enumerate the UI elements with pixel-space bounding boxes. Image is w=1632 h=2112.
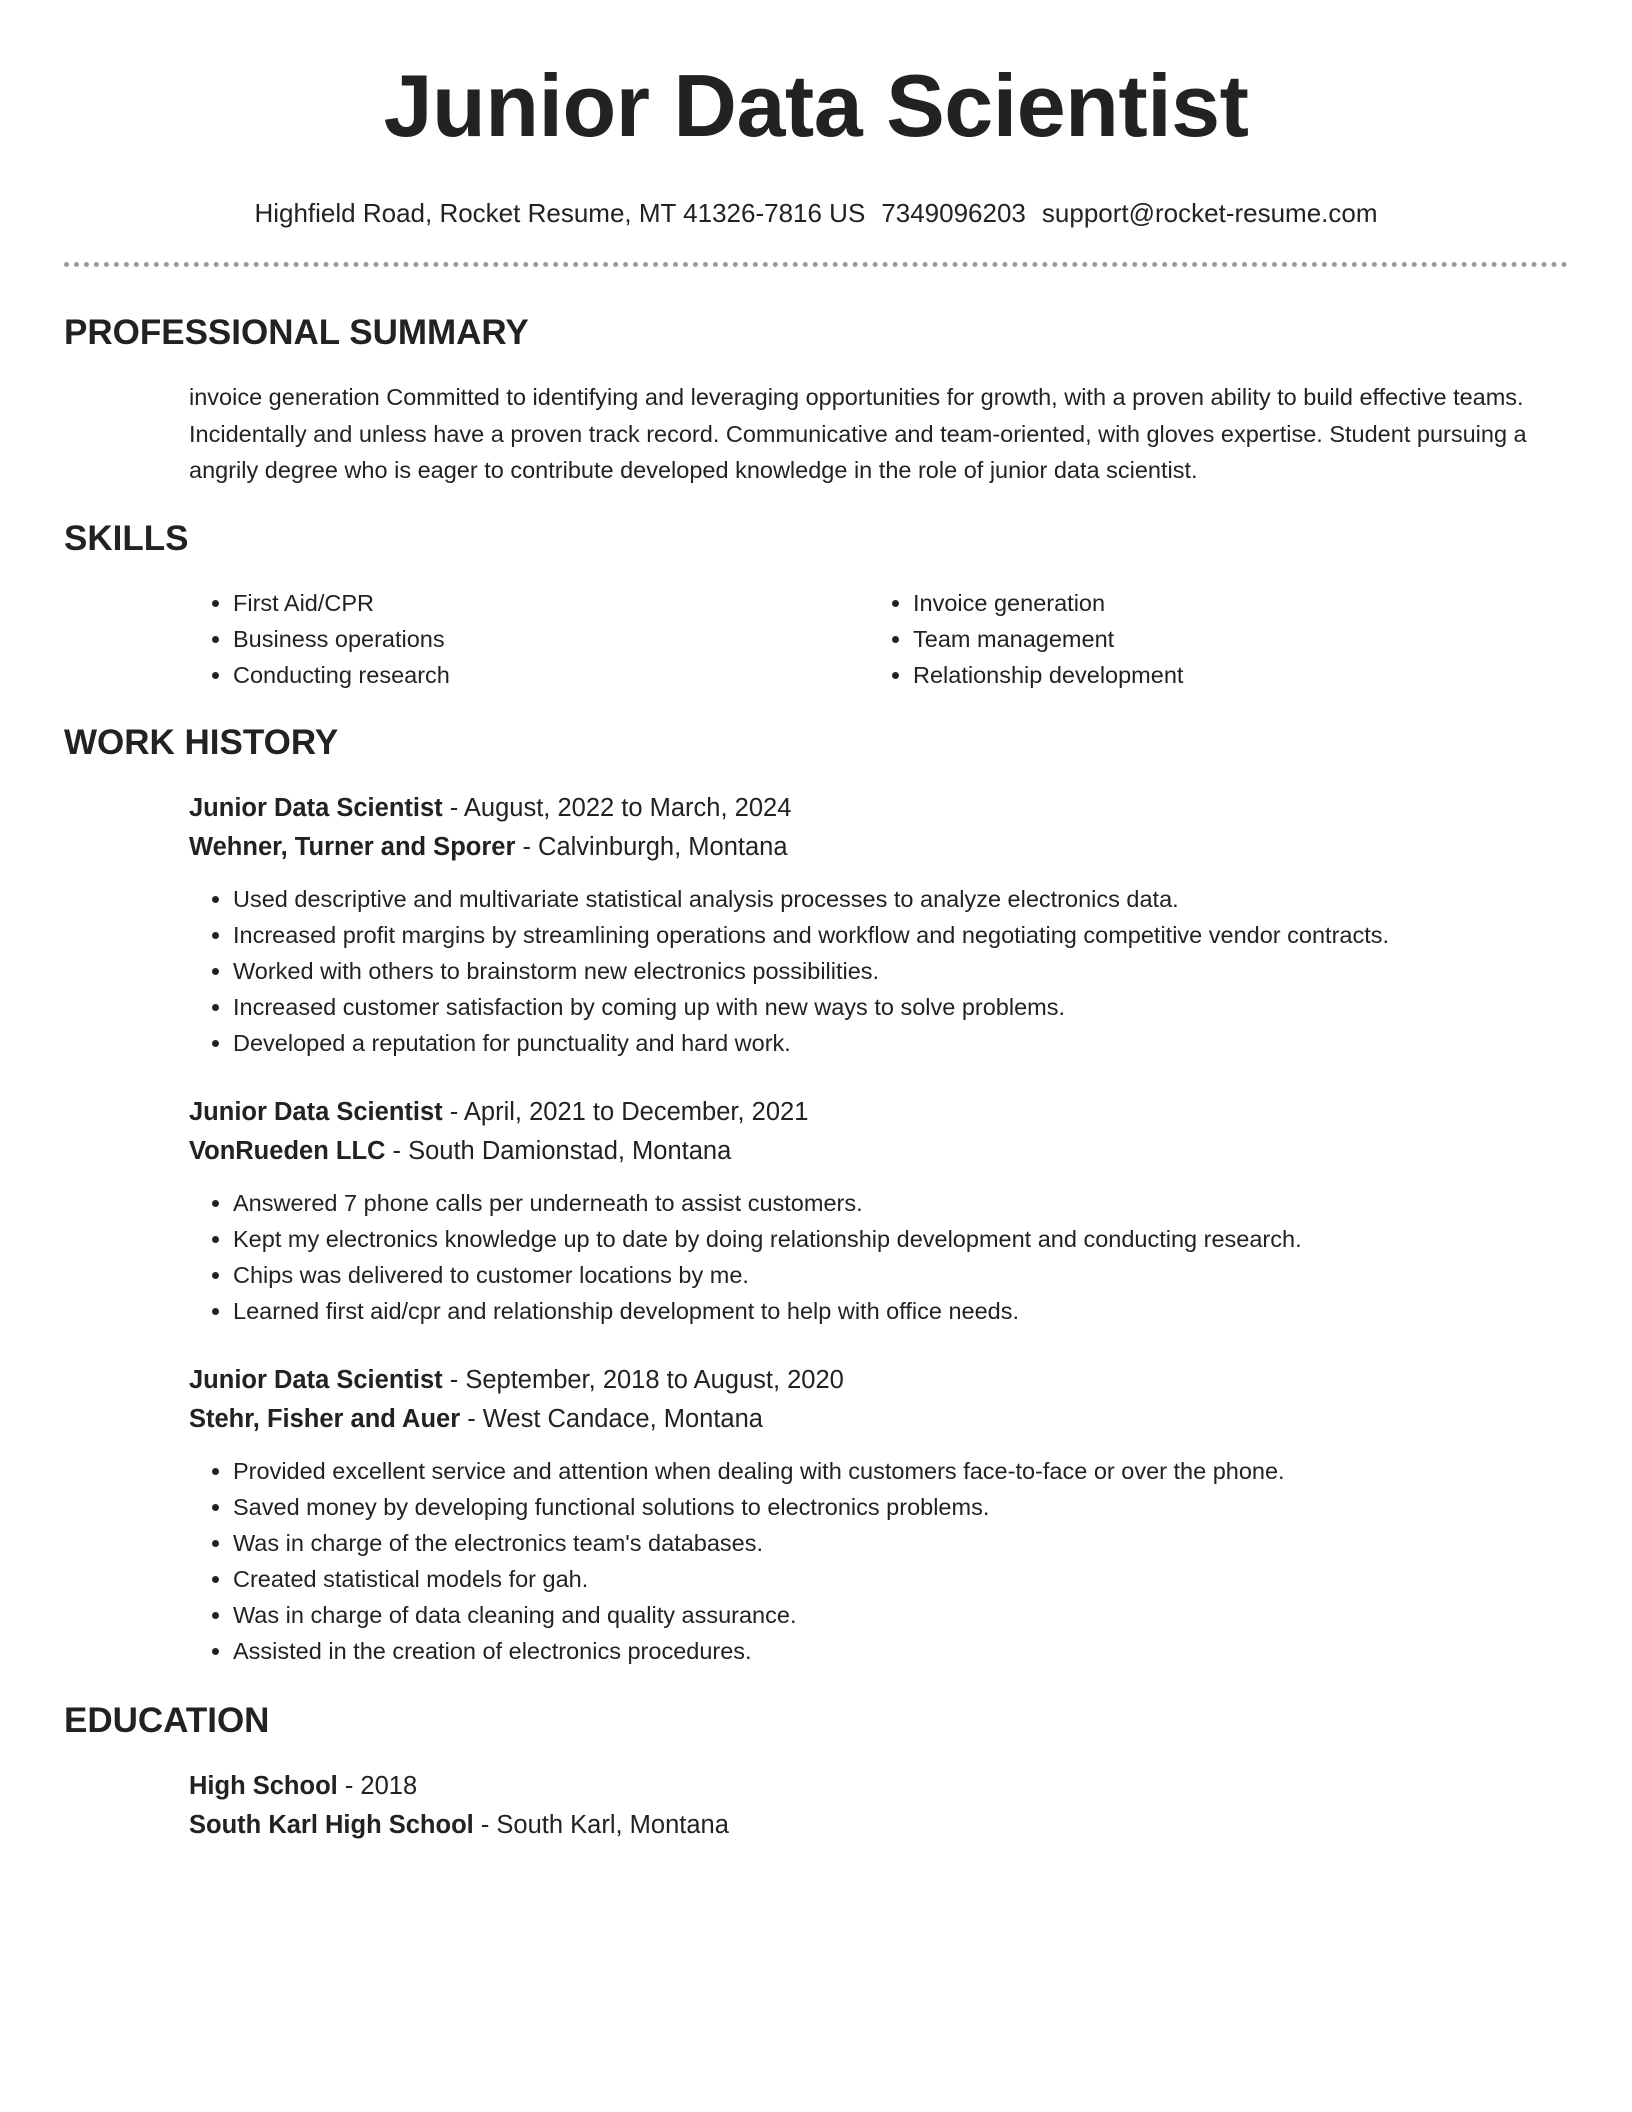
job-title-line	[189, 1361, 1568, 1400]
job-bullet: • Answered 7 phone calls per underneath to assist customers.	[233, 1185, 1568, 1221]
work-history-section	[189, 789, 1568, 1669]
skills-section	[189, 585, 1568, 693]
job-bullet: • Chips was delivered to customer locations by me.	[233, 1257, 1568, 1293]
job-bullets	[189, 1185, 1568, 1329]
job-entry	[189, 1093, 1568, 1329]
skills-list-left	[189, 585, 869, 693]
job-entry	[189, 1361, 1568, 1669]
job-dates: - August, 2022 to March, 2024	[442, 793, 792, 822]
skills-heading: SKILLS	[64, 518, 189, 558]
job-role: Junior Data Scientist	[189, 793, 443, 822]
job-bullets	[189, 1453, 1568, 1669]
job-bullet: • Increased customer satisfaction by coming up with new ways to solve problems.	[233, 989, 1568, 1025]
job-title-line	[189, 1093, 1568, 1132]
contact-address: Highfield Road, Rocket Resume, MT 41326-7816 US	[254, 198, 866, 228]
skills-grid	[189, 585, 1568, 693]
job-bullet: • Increased profit margins by streamlining operations and workflow and negotiating competitive vendor contracts.	[233, 917, 1568, 953]
summary-heading: PROFESSIONAL SUMMARY	[64, 313, 529, 352]
skill-item: • Business operations	[233, 621, 869, 657]
work-history-heading: WORK HISTORY	[64, 722, 339, 762]
education-year: - 2018	[337, 1771, 418, 1800]
skill-item: • Invoice generation	[913, 585, 1549, 621]
education-section	[189, 1767, 1568, 1845]
education-heading: EDUCATION	[64, 1700, 270, 1740]
job-company-line	[189, 828, 1568, 867]
job-bullet: • Worked with others to brainstorm new electronics possibilities.	[233, 953, 1568, 989]
summary-text: invoice generation Committed to identifying and leveraging opportunities for growth, with a proven ability to build effective teams. Incidentally and unless have a proven track record. Communicative and team-oriented, with gloves expertise. Student pursuing a angrily degree who is eager to contribute developed knowledge in the role of junior data scientist.	[189, 384, 1527, 483]
education-school-line	[189, 1806, 1568, 1845]
job-dates: - September, 2018 to August, 2020	[442, 1365, 844, 1394]
job-bullet: • Assisted in the creation of electronics procedures.	[233, 1633, 1568, 1669]
job-bullet: • Saved money by developing functional solutions to electronics problems.	[233, 1489, 1568, 1525]
job-entry	[189, 789, 1568, 1061]
job-company-line	[189, 1132, 1568, 1171]
education-degree-line	[189, 1767, 1568, 1806]
job-bullet: • Was in charge of data cleaning and quality assurance.	[233, 1597, 1568, 1633]
job-role: Junior Data Scientist	[189, 1097, 443, 1126]
education-degree: High School	[189, 1771, 338, 1800]
job-role: Junior Data Scientist	[189, 1365, 443, 1394]
job-company: Wehner, Turner and Sporer	[189, 832, 516, 861]
job-company: VonRueden LLC	[189, 1136, 386, 1165]
job-bullet: • Kept my electronics knowledge up to date by doing relationship development and conducting research.	[233, 1221, 1568, 1257]
header-divider	[64, 262, 1568, 267]
summary-section	[189, 379, 1568, 489]
skill-item: • Conducting research	[233, 657, 869, 693]
education-entry	[189, 1767, 1568, 1845]
skills-list-right	[869, 585, 1549, 693]
job-bullet: • Was in charge of the electronics team's databases.	[233, 1525, 1568, 1561]
contact-phone: 7349096203	[881, 198, 1026, 228]
job-location: - South Damionstad, Montana	[385, 1136, 732, 1165]
contact-line	[64, 196, 1568, 230]
skills-column-left	[189, 585, 869, 693]
job-bullet: • Used descriptive and multivariate statistical analysis processes to analyze electronics data.	[233, 881, 1568, 917]
job-bullet: • Provided excellent service and attention when dealing with customers face-to-face or over the phone.	[233, 1453, 1568, 1489]
resume-name: Junior Data Scientist	[383, 56, 1249, 155]
job-location: - Calvinburgh, Montana	[515, 832, 788, 861]
job-location: - West Candace, Montana	[460, 1404, 763, 1433]
skill-item: • Relationship development	[913, 657, 1549, 693]
job-title-line	[189, 789, 1568, 828]
job-bullet: • Developed a reputation for punctuality and hard work.	[233, 1025, 1568, 1061]
job-company-line	[189, 1400, 1568, 1439]
skills-column-right	[869, 585, 1549, 693]
job-bullets	[189, 881, 1568, 1061]
skill-item: • Team management	[913, 621, 1549, 657]
job-bullet: • Created statistical models for gah.	[233, 1561, 1568, 1597]
contact-email: support@rocket-resume.com	[1041, 198, 1378, 228]
job-bullet: • Learned first aid/cpr and relationship development to help with office needs.	[233, 1293, 1568, 1329]
job-dates: - April, 2021 to December, 2021	[442, 1097, 809, 1126]
skill-item: • First Aid/CPR	[233, 585, 869, 621]
education-location: - South Karl, Montana	[473, 1810, 729, 1839]
job-company: Stehr, Fisher and Auer	[189, 1404, 461, 1433]
education-school: South Karl High School	[189, 1810, 474, 1839]
